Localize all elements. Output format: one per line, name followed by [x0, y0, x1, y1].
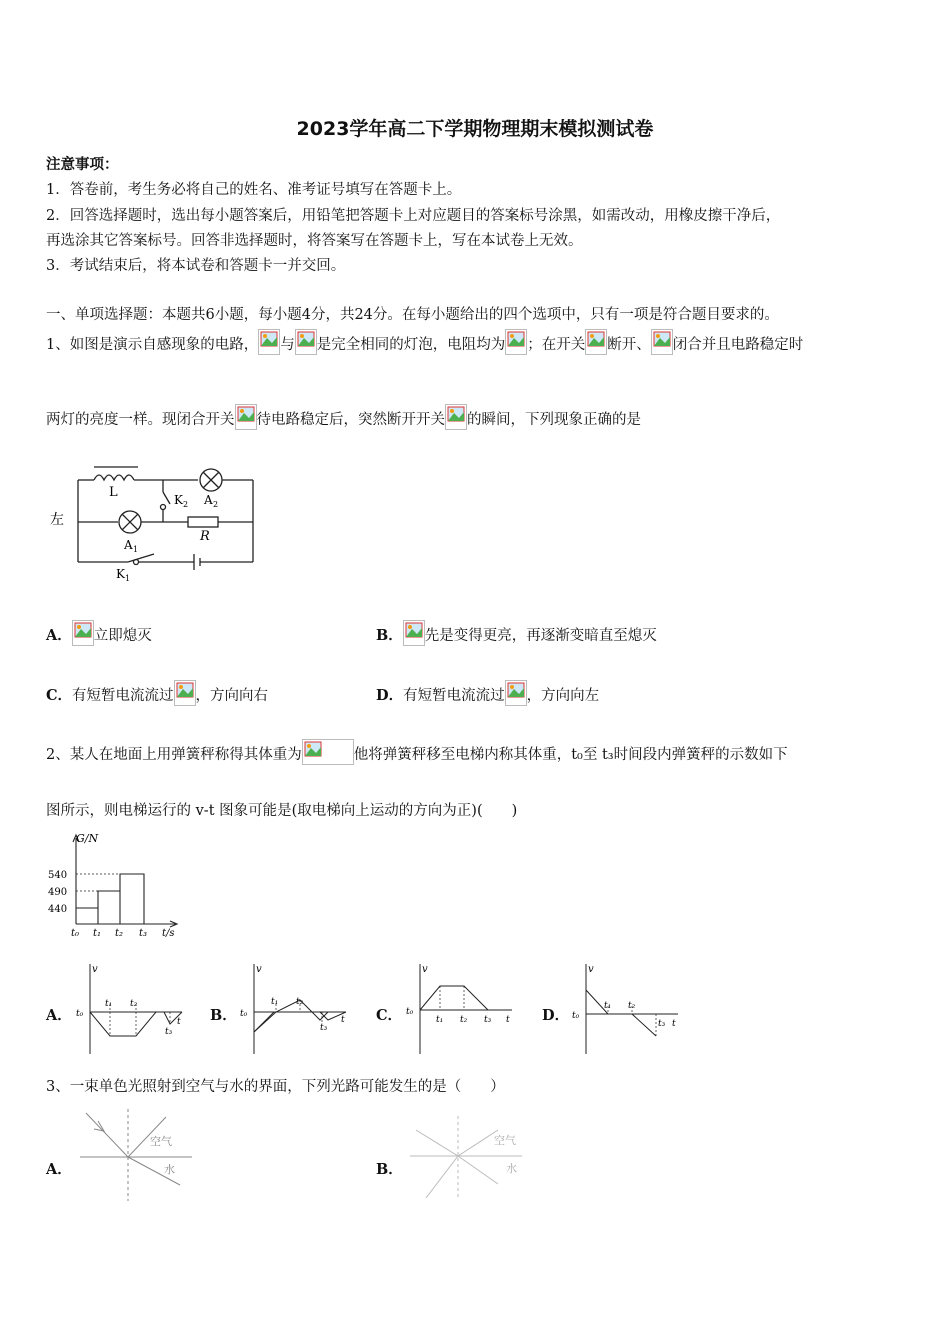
circuit-label-K1: K — [116, 567, 125, 581]
svg-text:2: 2 — [213, 500, 219, 509]
q2-option-b-label: B． — [210, 1007, 237, 1024]
broken-image-icon — [585, 329, 607, 355]
broken-image-icon — [235, 404, 257, 430]
section-heading: 一、单项选择题：本题共6小题，每小题4分，共24分。在每小题给出的四个选项中，只有一项是符合题目要求的。 — [46, 307, 779, 323]
q1-line2: 两灯的亮度一样。现闭合开关 待电路稳定后，突然断开开关 的瞬间，下列现象正确的是 — [46, 400, 641, 440]
svg-text:t₀: t₀ — [240, 1009, 248, 1019]
q1-option-d: D．有短暂电流流过 ，方向向左 — [376, 676, 599, 716]
svg-text:t₀: t₀ — [406, 1007, 414, 1017]
broken-image-icon — [445, 404, 467, 430]
svg-text:t₁: t₁ — [271, 997, 279, 1007]
svg-text:t₁: t₁ — [436, 1015, 444, 1025]
svg-text:t: t — [506, 1015, 510, 1025]
svg-text:t₃: t₃ — [484, 1015, 492, 1025]
svg-text:t₁: t₁ — [604, 1001, 612, 1011]
q2-option-b-graph — [236, 960, 351, 1060]
note-item-2: 2．回答选择题时，选出每小题答案后，用铅笔把答题卡上对应题目的答案标号涂黑，如需改动，用橡皮擦干净后， — [46, 208, 781, 224]
q2-line1: 2、某人在地面上用弹簧秤称得其体重为 他将弹簧秤移至电梯内称其体重，t₀至 t₃时间段内弹簧秤的示数如下 — [46, 735, 788, 775]
broken-image-icon — [403, 620, 425, 646]
svg-text:t₃: t₃ — [165, 1027, 173, 1037]
notes-heading: 注意事项： — [46, 156, 119, 173]
svg-text:t₀: t₀ — [71, 928, 80, 939]
circuit-label-A2: A — [204, 493, 213, 507]
broken-image-icon — [651, 329, 673, 355]
broken-image-icon — [258, 329, 280, 355]
svg-text:水: 水 — [164, 1163, 175, 1176]
q1-option-b: B． 先是变得更亮，再逐渐变暗直至熄灭 — [376, 616, 657, 656]
q2-option-c-label: C． — [376, 1007, 403, 1024]
circuit-diagram — [46, 460, 266, 590]
svg-text:v: v — [92, 964, 98, 975]
note-item-1: 1．答卷前，考生务必将自己的姓名、准考证号填写在答题卡上。 — [46, 182, 462, 198]
svg-text:t₃: t₃ — [139, 928, 148, 939]
svg-text:空气: 空气 — [150, 1135, 172, 1148]
svg-text:t₀: t₀ — [76, 1009, 84, 1019]
page-title: 2023学年高二下学期物理期末模拟测试卷 — [296, 118, 654, 140]
svg-text:t₀: t₀ — [572, 1011, 580, 1021]
svg-text:2: 2 — [183, 500, 189, 509]
svg-text:t₂: t₂ — [130, 999, 138, 1009]
q2-option-a-label: A． — [46, 1007, 72, 1024]
note-item-2-cont: 再选涂其它答案标号。回答非选择题时，将答案写在答题卡上，写在本试卷上无效。 — [46, 233, 583, 249]
q3-option-a-diagram — [76, 1105, 196, 1203]
svg-text:t₂: t₂ — [460, 1015, 468, 1025]
q1-line1: 1、如图是演示自感现象的电路， 与 是完全相同的灯泡，电阻均为 ；在开关 断开、 闭合并且电路稳定时 — [46, 325, 803, 365]
svg-text:440: 440 — [48, 904, 68, 915]
broken-image-icon — [505, 680, 527, 706]
q2-option-a-graph — [72, 960, 187, 1060]
svg-text:t₃: t₃ — [658, 1019, 666, 1029]
broken-image-icon — [295, 329, 317, 355]
note-item-3: 3．考试结束后，将本试卷和答题卡一并交回。 — [46, 258, 346, 274]
svg-text:空气: 空气 — [494, 1134, 516, 1147]
svg-text:490: 490 — [48, 887, 68, 898]
q1-option-a: A． 立即熄灭 — [46, 616, 152, 656]
q1-option-c: C．有短暂电流流过 ，方向向右 — [46, 676, 268, 716]
svg-text:540: 540 — [48, 870, 68, 881]
circuit-label-R: R — [200, 529, 210, 544]
svg-text:t₂: t₂ — [115, 928, 124, 939]
q2-option-c-graph — [402, 960, 517, 1060]
svg-text:t₁: t₁ — [93, 928, 102, 939]
svg-text:t₂: t₂ — [296, 997, 304, 1007]
svg-text:G/N: G/N — [76, 832, 99, 845]
broken-image-icon — [174, 680, 196, 706]
q2-option-d-label: D． — [542, 1007, 570, 1024]
circuit-label-left: 左 — [50, 512, 64, 528]
svg-text:t: t — [341, 1015, 345, 1025]
circuit-label-L: L — [109, 485, 118, 500]
svg-text:t₃: t₃ — [320, 1023, 328, 1033]
svg-text:1: 1 — [133, 545, 139, 554]
q3-text: 3、一束单色光照射到空气与水的界面，下列光路可能发生的是（ ） — [46, 1079, 505, 1095]
broken-image-icon — [302, 739, 354, 765]
svg-text:v: v — [422, 964, 428, 975]
svg-text:水: 水 — [506, 1162, 517, 1175]
svg-text:t₂: t₂ — [628, 1001, 636, 1011]
svg-text:t/s: t/s — [162, 928, 175, 939]
svg-text:v: v — [256, 964, 262, 975]
svg-text:1: 1 — [125, 574, 131, 583]
svg-text:v: v — [588, 964, 594, 975]
circuit-label-A1: A — [124, 538, 133, 552]
q3-option-b-diagram — [406, 1112, 526, 1202]
svg-text:t₁: t₁ — [105, 999, 113, 1009]
circuit-label-K2: K — [174, 493, 183, 507]
q3-option-a-label: A． — [46, 1161, 72, 1178]
q2-line2: 图所示，则电梯运行的 v-t 图象可能是(取电梯向上运动的方向为正)( ) — [46, 803, 518, 819]
weight-time-graph — [46, 830, 186, 942]
q3-option-b-label: B． — [376, 1161, 403, 1178]
broken-image-icon — [505, 329, 527, 355]
broken-image-icon — [72, 620, 94, 646]
svg-text:t: t — [672, 1019, 676, 1029]
q2-option-d-graph — [568, 960, 683, 1060]
svg-text:t: t — [177, 1017, 181, 1027]
